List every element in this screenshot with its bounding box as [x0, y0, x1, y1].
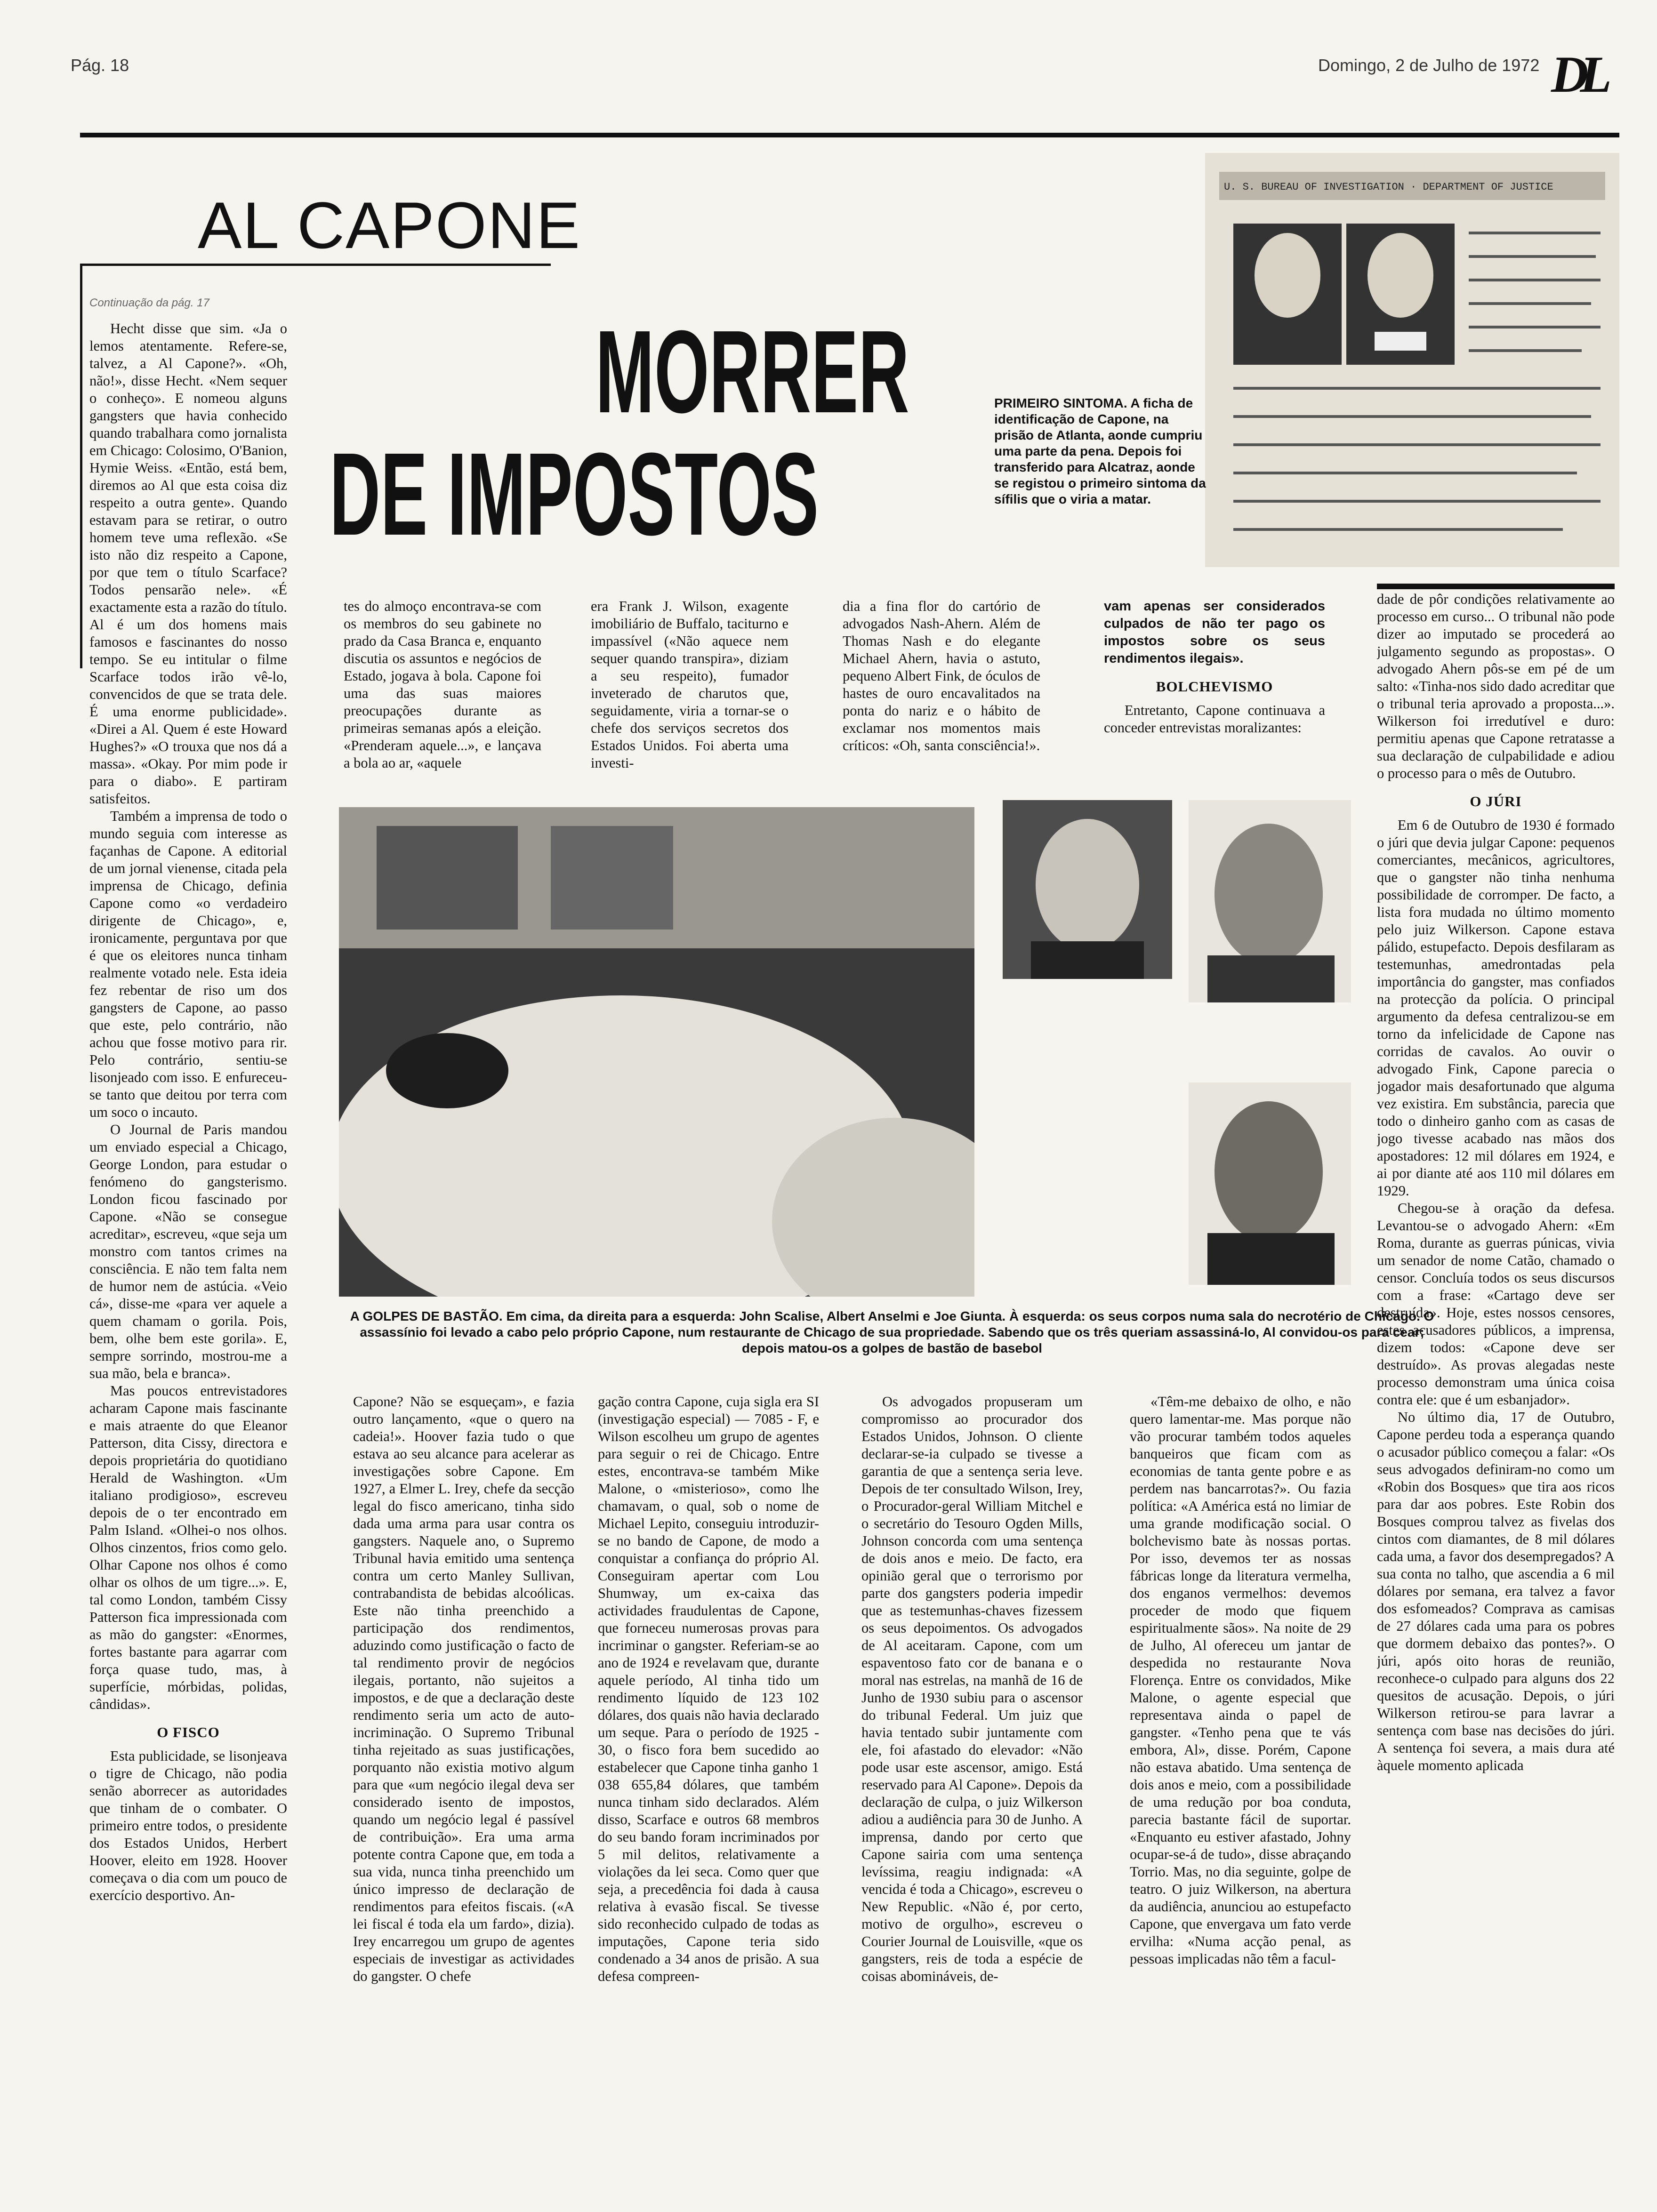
subhead-juri: O JÚRI — [1470, 793, 1522, 809]
portrait-scalise — [1003, 800, 1172, 979]
main-photo-caption-text: Em cima, da direita para a esquerda: John Scalise, Albert Anselmi e Joe Giunta. À esquerda: os seus corpos numa sala do necrotério de Chicago. O assassínio foi levado a cabo pelo próprio Capone, num restaurante de Chicago de sua propriedade. Sabendo que os três queriam assassiná-lo, Al convidou-os para cear; depois matou-os a golpes de bastão de basebol — [360, 1309, 1434, 1355]
id-card-illustration — [1205, 153, 1619, 567]
necrotorio-photo — [339, 807, 974, 1297]
column-4-upper — [843, 598, 1040, 795]
c6-para-2: Em 6 de Outubro de 1930 é formado o júri que devia julgar Capone: pequenos comerciantes, mecânicos, agricultores, que o gangster não tinha nenhuma possibilidade de corromper. De facto, a lista fora mudada no último momento pelo juiz Wilkerson. Capone estava pálido, estupefacto. Depois desfilaram as testemunhas, amedrontadas pela importância do gangster, mas confiados na protecção da polícia. O principal argumento da defesa centralizou-se em torno da infelicidade de Capone nas corridas de cavalos. Ao ouvir o advogado Fink, Capone parecia o jogador mais desafortunado que alguma vez existira. Em substância, parecia que todo o dinheiro ganho com as casas de jogo tivesse acabado nas mãos dos apostadores: 12 mil dólares em 1924, e ai por diante até aos 110 mil dólares em 1929. — [1377, 817, 1615, 1199]
portrait-giunta — [1189, 1082, 1351, 1285]
column-5-lower — [1130, 1393, 1351, 2184]
column-2-lower — [353, 1393, 574, 2184]
box-rule-left — [80, 264, 82, 668]
subhead-fisco: O FISCO — [157, 1724, 220, 1740]
id-card-caption-text: A ficha de identificação de Capone, na prisão de Atlanta, aonde cumpriu uma parte da pena. Depois foi transferido para Alcatraz, aonde se registou o primeiro sintoma da sífilis que o viria a matar. — [994, 396, 1206, 506]
c1-para-4: Mas poucos entrevistadores acharam Capone mais fascinante e mais atraente do que Eleanor Patterson, dita Cissy, directora e depois proprietária do quotidiano Herald de Washington. «Um italiano prodigioso», escreveu depois de o ter encontrado em Palm Island. «Olhei-o nos olhos. Olhos cinzentos, frios como gelo. Olhar Capone nos olhos é como olhar os olhos de um tigre...». E, tal como London, também Cissy Patterson fica impressionada com as mão do gangster: «Enormes, fortes bastante para agarrar com força quase tudo, mas, à superfície, mórbidas, polidas, cândidas». — [89, 1383, 287, 1712]
column-6 — [1377, 591, 1615, 2181]
c6-para-1: dade de pôr condições relativamente ao processo em curso... O tribunal não pode dizer ao imputado se procederá ao julgamento segundo as propostas». O advogado Ahern pôs-se em pé de um salto: «Tinha-nos sido dado acreditar que o tribunal teria aprovado a proposta...». Wilkerson foi irredutível e duro: permitiu apenas que Capone retratasse a sua declaração de culpabilidade e adiou o processo para o mês de Outubro. — [1377, 591, 1615, 781]
column-5-upper — [1104, 598, 1325, 795]
headline-line-2: DE IMPOSTOS — [330, 428, 819, 560]
column-3-lower — [598, 1393, 819, 2184]
c4-para-1: dia a fina flor do cartório de advogados Nash-Ahern. Além de Thomas Nash e do elegante Michael Ahern, havia o astuto, pequeno Albert Fink, de óculos de hastes de ouro encavalitados na ponta do nariz e o hábito de exclamar nos momentos mais críticos: «Oh, santa consciência!». — [843, 598, 1040, 753]
column-3-upper — [591, 598, 788, 795]
main-photo-caption — [339, 1308, 1445, 1356]
continued-note: Continuação da pág. 17 — [89, 297, 209, 309]
c1-para-3: O Journal de Paris mandou um enviado especial a Chicago, George London, para estudar o fenómeno do gangsterismo. London ficou fascinado por Capone. «Não se consegue acreditar», escreveu, «que seja um monstro com tantos crimes na consciência. E não tem falta nem de humor nem de astúcia. «Veio cá», disse-me «para ver aquele a quem chamam o gorila. Pois, bem, olhe bem este gorila». E, sempre sorrindo, mostrou-me a sua mão, bela e branca». — [89, 1122, 287, 1381]
subhead-bolchevismo: BOLCHEVISMO — [1156, 678, 1273, 695]
section-title: AL CAPONE — [198, 188, 581, 262]
c1-para-1: Hecht disse que sim. «Ja o lemos atentamente. Refere-se, talvez, a Al Capone?». «Oh, não!», disse Hecht. «Nem sequer o conheço». E nomeou alguns gangsters que havia conhecido quando trabalhara como jornalista em Chicago: Colosimo, O'Banion, Hymie Weiss. «Então, está bem, diremos ao Al que esta coisa diz respeito a outra gente». Quando estavam para se retirar, o outro homem teve uma reflexão. «Se isto não diz respeito a Capone, por que tem o título Scarface? Todos pensarão nele». «É exactamente esta a razão do título. Al é um dos homens mais famosos e fascinantes do nosso tempo. Se eu intitular o filme Scarface todos irão vê-lo, convencidos de que se trata dele. É uma enorme publicidade». «Direi a Al. Quem é este Howard Hughes?» «O trouxa que nos dá a massa». «Okay. Por mim pode ir para o diabo». E partiram satisfeitos. — [89, 321, 287, 807]
id-card-photo — [1205, 153, 1619, 567]
b2-text: Capone? Não se esqueçam», e fazia outro lançamento, «que o quero na cadeia!». Hoover fazia tudo o que estava ao seu alcance para acelerar as investigações sobre Capone. Em 1927, a Elmer L. Irey, chefe da secção legal do fisco americano, tinha sido dada uma arma para usar contra os gangsters. Naquele ano, o Supremo Tribunal havia emitido uma sentença contra um certo Manley Sullivan, contrabandista de bebidas alcoólicas. Este não tinha preenchido a participação dos rendimentos, aduzindo como justificação o facto de tal rendimento provir de negócios ilegais, portanto, não sujeitos a impostos, e de que a declaração deste rendimento seria um acto de auto-incriminação. O Supremo Tribunal tinha rejeitado as suas justificações, porquanto não existia motivo algum para que «um negócio ilegal deva ser considerado isento de impostos, quando um negócio legal é passível de contribuição». Era uma arma potente contra Capone que, em toda a sua vida, nunca tinha preenchido um único impresso de declaração de rendimentos para efeitos fiscais. («A lei fiscal é toda ela um fardo», dizia). Irey encarregou um grupo de agentes especiais de investigar as actividades do gangster. O chefe — [353, 1394, 574, 1984]
id-card-header-text: U. S. BUREAU OF INVESTIGATION · DEPARTMENT OF JUSTICE — [1224, 181, 1553, 193]
c6-para-4: No último dia, 17 de Outubro, Capone perdeu toda a esperança quando o acusador público começou a falar: «Os seus advogados definiram-no como um «Robin dos Bosques» que tira aos ricos para dar aos pobres. Este Robin dos Bosques comprou talvez as fivelas dos cintos com diamantes, de 8 mil dólares cada uma, a favor dos desempregados? A sua conta no talho, que ascendia a 6 mil dólares por semana, era talvez a favor dos esfomeados? Comprava as camisas de 27 dólares cada uma para os pobres que dormem debaixo das pontes?». O júri, após oito horas de reunião, reconhece-o culpado para alguns dos 22 quesitos de acusação. Depois, o júri Wilkerson retirou-se para lavrar a sentença com base nas decisões do júri. A sentença foi severa, a mais dura até àquele momento aplicada — [1377, 1409, 1615, 1773]
column-2-upper — [344, 598, 541, 795]
header-rule — [80, 133, 1619, 137]
headline-line-1: MORRER — [595, 306, 909, 437]
right-column-rule — [1377, 584, 1615, 589]
c1-para-2: Também a imprensa de todo o mundo seguia com interesse as façanhas de Capone. A editorial de um jornal vienense, citada pela imprensa de Chicago, definia Capone como «o verdadeiro dirigente de Chicago», e, ironicamente, perguntava por que é que os eleitores nunca tinham realmente votado nele. Esta ideia fez rebentar de riso um dos gangsters de Capone, ao passo que este, pelo contrário, não achou que fosse motivo para rir. Pelo contrário, sentiu-se lisonjeado com isso. E enfureceu-se tanto que deitou por terra com um soco o incauto. — [89, 808, 287, 1120]
c3-para-1: era Frank J. Wilson, exagente imobiliário de Buffalo, taciturno e impassível («Não aquece nem sequer quando transpira», diziam a seu respeito), fumador inveterado de charutos que, seguidamente, viria a tornar-se o chefe dos serviços secretos dos Estados Unidos. Foi aberta uma investi- — [591, 598, 788, 771]
c2-para-1: tes do almoço encontrava-se com os membros do seu gabinete no prado da Casa Branca e, enquanto discutia os assuntos e negócios de Estado, jogava à bola. Capone foi uma das suas maiores preocupações durante as primeiras semanas após a eleição. «Prenderam aquele...», e lançava a bola ao ar, «aquele — [344, 598, 541, 771]
c6-para-3: Chegou-se à oração da defesa. Levantou-se o advogado Ahern: «Em Roma, durante as guerras púnicas, vivia um senador de nome Catão, chamado o censor. Concluía todos os seus discursos com a frase: «Cartago deve ser destruída». Hoje, estes nossos censores, estes acusadores públicos, a imprensa, dizem todos: «Capone deve ser destruído». As provas alegadas neste processo demonstram uma única coisa contra ele: que é um esbanjador». — [1377, 1200, 1615, 1408]
c1-para-5: Esta publicidade, se lisonjeava o tigre de Chicago, não podia senão aborrecer as autoridades que tinham de o combater. O primeiro entre todos, o presidente dos Estados Unidos, Herbert Hoover, eleito em 1928. Hoover começava o dia com um pouco de exercício desportivo. An- — [89, 1748, 287, 1903]
id-card-caption — [994, 395, 1211, 507]
c5-para-2: Entretanto, Capone continuava a conceder entrevistas moralizantes: — [1104, 702, 1325, 736]
b3-text: gação contra Capone, cuja sigla era SI (investigação especial) — 7085 - F, e Wilson escolheu um grupo de agentes para seguir o rei de Chicago. Entre estes, encontrava-se também Mike Malone, o «misterioso», como lhe chamavam, o qual, sob o nome de Michael Lepito, conseguiu introduzir-se no bando de Capone, de modo a conquistar a confiança do próprio Al. Conseguiram apertar com Lou Shumway, um ex-caixa das actividades fraudulentas de Capone, que forneceu numerosas provas para incriminar o gangster. Referiam-se ao ano de 1924 e revelavam que, durante aquele período, Al tinha tido um rendimento líquido de 123 102 dólares, dos quais não havia declarado um seque. Para o período de 1925 - 30, o fisco fora bem sucedido ao estabelecer que Capone tinha ganho 1 038 655,84 dólares, que também nunca tinham sido declarados. Além disso, Scarface e outros 68 membros do seu bando foram incriminados por 5 mil delitos, relativamente a violações da lei seca. Como quer que seja, a precedência foi dada à causa relativa à evasão fiscal. Se tivesse sido reconhecido culpado de todas as imputações, Capone teria sido condenado a 34 anos de prisão. A sua defesa compreen- — [598, 1394, 819, 1984]
issue-date: Domingo, 2 de Julho de 1972 — [1318, 56, 1540, 75]
main-photo-caption-lead: A GOLPES DE BASTÃO. — [350, 1309, 503, 1323]
newspaper-logo: DL — [1551, 46, 1603, 103]
column-4-lower — [861, 1393, 1083, 2184]
page-number: Pág. 18 — [71, 56, 129, 75]
portrait-anselmi — [1189, 800, 1351, 1002]
column-1 — [89, 320, 287, 2184]
b4-text: Os advogados propuseram um compromisso ao procurador dos Estados Unidos, Johnson. O cliente declarar-se-ia culpado se tivesse a garantia de que a sentença seria leve. Depois de ter consultado Wilson, Irey, o Procurador-geral William Mitchel e o secretário do Tesouro Ogden Mills, Johnson concorda com uma sentença de dois anos e meio. De facto, era opinião geral que o terrorismo por parte dos gangsters poderia impedir que as testemunhas-chaves fizessem os seus depoimentos. Os advogados de Al aceitaram. Capone, com um espaventoso fato cor de banana e o moral nas estrelas, na manhã de 16 de Junho de 1930 subiu para o ascensor do tribunal Federal. Um juiz que havia tentado subir juntamente com ele, foi afastado do elevador: «Não pode usar este ascensor, amigo. Está reservado para Al Capone». Depois da declaração de culpa, o juiz Wilkerson adiou a audiência para 30 de Junho. A imprensa, dando por certo que Capone sairia com uma sentença levíssima, reagiu indignada: «A vencida é toda a Chicago», escreveu o New Republic. «Não é, por certo, motivo de orgulho», escreveu o Courier Journal de Louisville, «que os gangsters, reis de toda a espécie de coisas abomináveis, de- — [861, 1394, 1083, 1984]
id-card-caption-lead: PRIMEIRO SINTOMA. — [994, 396, 1127, 410]
b5-text: «Têm-me debaixo de olho, e não quero lamentar-me. Mas porque não vão procurar também todos aqueles banqueiros que ficam com as economias de tanta gente pobre e as perdem nas bancarrotas?». Ou fazia política: «A América está no limiar de uma grande modificação social. O bolchevismo bate às nossas portas. Por isso, devemos ter as nossas fábricas longe da literatura vermelha, dos enganos vermelhos: devemos proceder de modo que fiquem espiritualmente sãos». Na noite de 29 de Julho, Al ofereceu um jantar de despedida no restaurante Nova Florença. Entre os convidados, Mike Malone, o agente especial que representava ainda o papel de gangster. «Tenho pena que te vás embora, Al», disse. Porém, Capone não estava abatido. Uma sentença de dois anos e meio, com a possibilidade de uma redução por boa conduta, parecia bastante fácil de suportar. «Enquanto eu estiver afastado, Johny ocupar-se-á de tudo», disse abraçando Torrio. Mas, no dia seguinte, golpe de teatro. O juiz Wilkerson, na abertura da audiência, anunciou ao estupefacto Capone, que envergava um fato verde ervilha: «Numa acção penal, as pessoas implicadas não têm a facul- — [1130, 1394, 1351, 1967]
necrotorio-illustration — [339, 807, 974, 1297]
box-rule-top — [80, 264, 551, 266]
c5-para-1: vam apenas ser considerados culpados de não ter pago os impostos sobre os seus rendimentos ilegais». — [1104, 599, 1325, 666]
